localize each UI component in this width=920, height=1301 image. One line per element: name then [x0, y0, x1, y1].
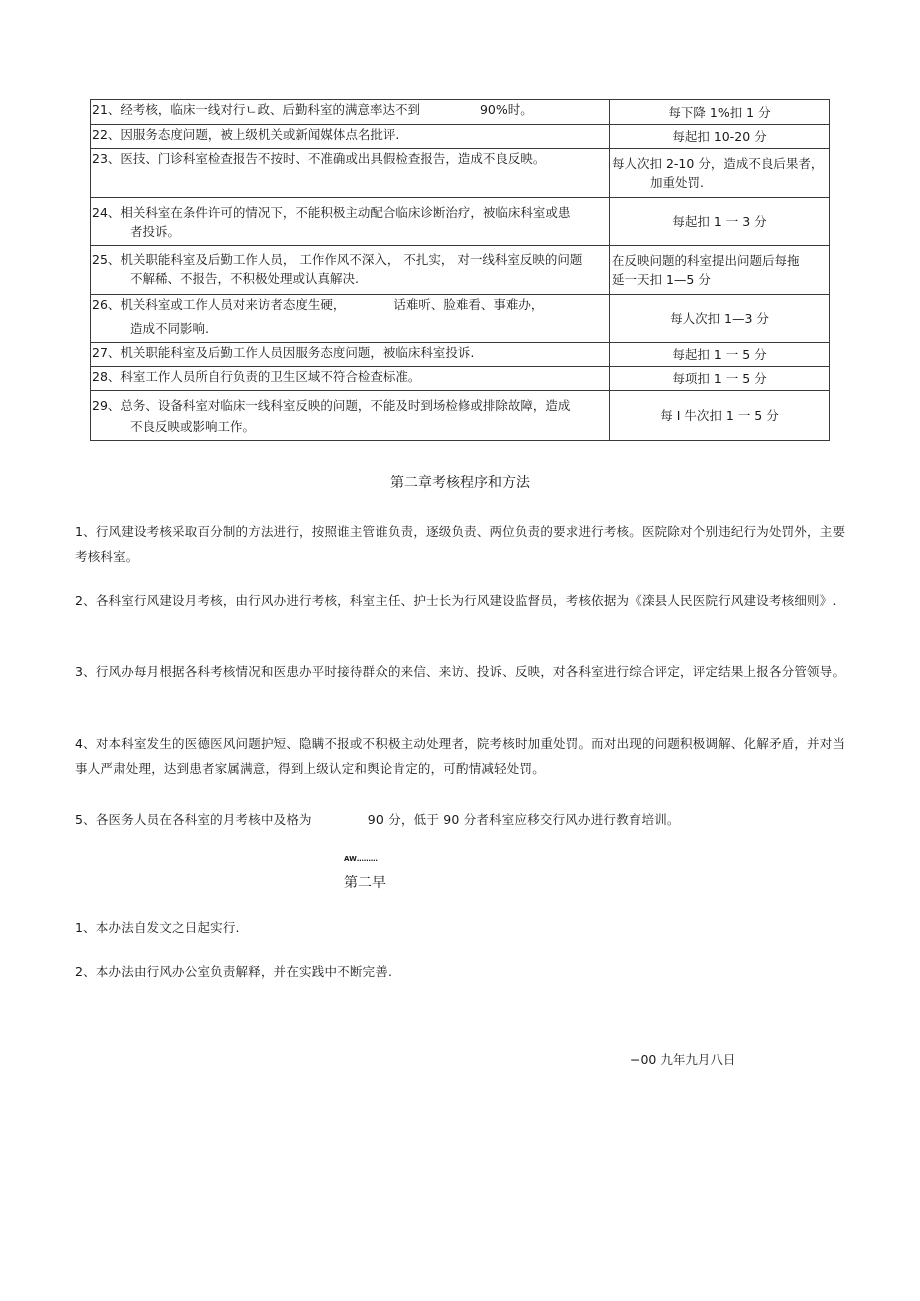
paragraph: 2、各科室行风建设月考核，由行风办进行考核，科室主任、护士长为行风建设监督员，考核依据为《滦县人民医院行风建设考核细则》. — [75, 593, 837, 608]
table-cell-penalty: 每下降 1%扣 1 分 — [610, 100, 830, 125]
paragraph: 1、行风建设考核采取百分制的方法进行，按照谁主管谁负责，逐级负责、两位负责的要求进行考核。医院除对个别违纪行为处罚外，主要考核科室。 — [75, 524, 846, 564]
scan-artifact-mark: AW……… — [344, 855, 378, 863]
paragraph: 2、本办法由行风办公室负责解释，并在实践中不断完善. — [75, 964, 393, 979]
table-row — [91, 125, 830, 149]
table-row — [91, 367, 830, 391]
table-cell-penalty: 在反映问题的科室提出问题后每拖 延一天扣 1—5 分 — [610, 246, 830, 295]
table-cell-item: 24、相关科室在条件许可的情况下，不能积极主动配合临床诊断治疗，被临床科室或患 者投诉。 — [91, 198, 610, 246]
paragraph: 4、对本科室发生的医德医风问题护短、隐瞒不报或不积极主动处理者，院考核时加重处罚。而对出现的问题积极调解、化解矛盾，并对当事人严肃处理，达到患者家属满意，得到上级认定和舆论肯定的，可酌情减轻处罚。 — [75, 736, 846, 776]
table-cell-item: 25、机关职能科室及后勤工作人员， 工作作风不深入， 不扎实， 对一线科室反映的问题 不解稀、不报告，不积极处理或认真解决. — [91, 246, 610, 295]
table-cell-penalty: 每起扣 10-20 分 — [610, 125, 830, 149]
table-cell-penalty: 每项扣 1 一 5 分 — [610, 367, 830, 391]
table-cell-item: 27、机关职能科室及后勤工作人员因服务态度问题，被临床科室投诉. — [91, 343, 610, 367]
table-cell-penalty: 每起扣 1 一 3 分 — [610, 198, 830, 246]
table-cell-item: 22、因服务态度问题，被上级机关或新闻媒体点名批评. — [91, 125, 610, 149]
table-cell-item: 29、总务、设备科室对临床一线科室反映的问题，不能及时到场检修或排除故障，造成 不良反映或影响工作。 — [91, 391, 610, 441]
document-date: −00 九年九月八日 — [630, 1052, 736, 1067]
table-cell-penalty: 每 I 牛次扣 1 一 5 分 — [610, 391, 830, 441]
table-cell-item: 21、经考核，临床一线对行ㄴ政、后勤科室的满意率达不到 90%时。 — [91, 100, 610, 125]
table-cell-penalty: 每人次扣 1—3 分 — [610, 295, 830, 343]
penalty-table — [90, 99, 830, 441]
chapter-title: 第二章考核程序和方法 — [390, 475, 530, 491]
chapter-title: 第二早 — [344, 875, 386, 891]
table-row — [91, 246, 830, 295]
table-row — [91, 100, 830, 125]
table-cell-penalty: 每起扣 1 一 5 分 — [610, 343, 830, 367]
table-cell-item: 23、医技、门诊科室检查报告不按时、不准确或出具假检查报告，造成不良反映。 — [91, 149, 610, 198]
table-cell-penalty: 每人次扣 2-10 分，造成不良后果者， 加重处罚. — [610, 149, 830, 198]
table-row — [91, 149, 830, 198]
table-row — [91, 295, 830, 343]
table-cell-item: 28、科室工作人员所自行负责的卫生区域不符合检查标准。 — [91, 367, 610, 391]
paragraph: 1、本办法自发文之日起实行. — [75, 920, 240, 935]
table-row — [91, 391, 830, 441]
paragraph: 5、各医务人员在各科室的月考核中及格为 90 分，低于 90 分者科室应移交行风办进行教育培训。 — [75, 812, 680, 827]
table-row — [91, 343, 830, 367]
table-cell-item: 26、机关科室或工作人员对来访者态度生硬， 话难听、脸难看、事难办， 造成不同影响. — [91, 295, 610, 343]
table-row — [91, 198, 830, 246]
paragraph: 3、行风办每月根据各科考核情况和医患办平时接待群众的来信、来访、投诉、反映，对各科室进行综合评定，评定结果上报各分管领导。 — [75, 664, 846, 679]
